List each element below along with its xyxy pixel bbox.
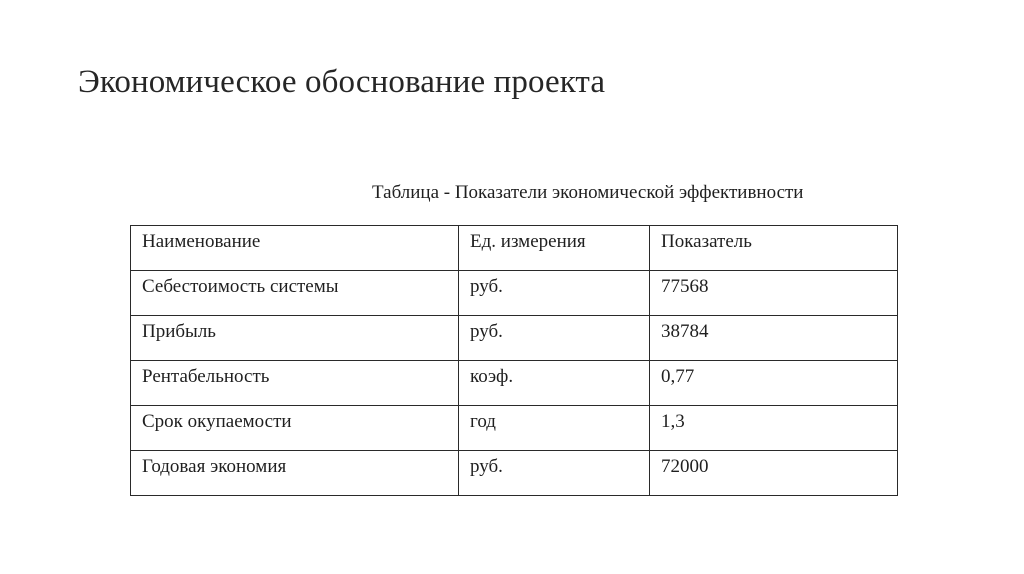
table-caption: Таблица - Показатели экономической эффективности — [372, 182, 804, 203]
row-value-cell: 0,77 — [650, 361, 898, 406]
row-name-cell: Годовая экономия — [131, 451, 459, 496]
row-unit-cell: руб. — [459, 316, 650, 361]
row-unit-cell: руб. — [459, 451, 650, 496]
row-unit-cell: коэф. — [459, 361, 650, 406]
table-row — [131, 406, 898, 451]
row-unit-cell: год — [459, 406, 650, 451]
table-header-row — [131, 226, 898, 271]
row-value-cell: 77568 — [650, 271, 898, 316]
header-cell-unit: Ед. измерения — [459, 226, 650, 271]
table-row — [131, 361, 898, 406]
header-cell-value: Показатель — [650, 226, 898, 271]
row-name-cell: Себестоимость системы — [131, 271, 459, 316]
row-name-cell: Рентабельность — [131, 361, 459, 406]
row-value-cell: 1,3 — [650, 406, 898, 451]
row-name-cell: Прибыль — [131, 316, 459, 361]
economic-indicators-table — [130, 225, 898, 496]
row-value-cell: 38784 — [650, 316, 898, 361]
row-name-cell: Срок окупаемости — [131, 406, 459, 451]
row-unit-cell: руб. — [459, 271, 650, 316]
table-row — [131, 316, 898, 361]
header-cell-name: Наименование — [131, 226, 459, 271]
table-row — [131, 451, 898, 496]
table-row — [131, 271, 898, 316]
slide-title: Экономическое обоснование проекта — [78, 64, 606, 100]
row-value-cell: 72000 — [650, 451, 898, 496]
